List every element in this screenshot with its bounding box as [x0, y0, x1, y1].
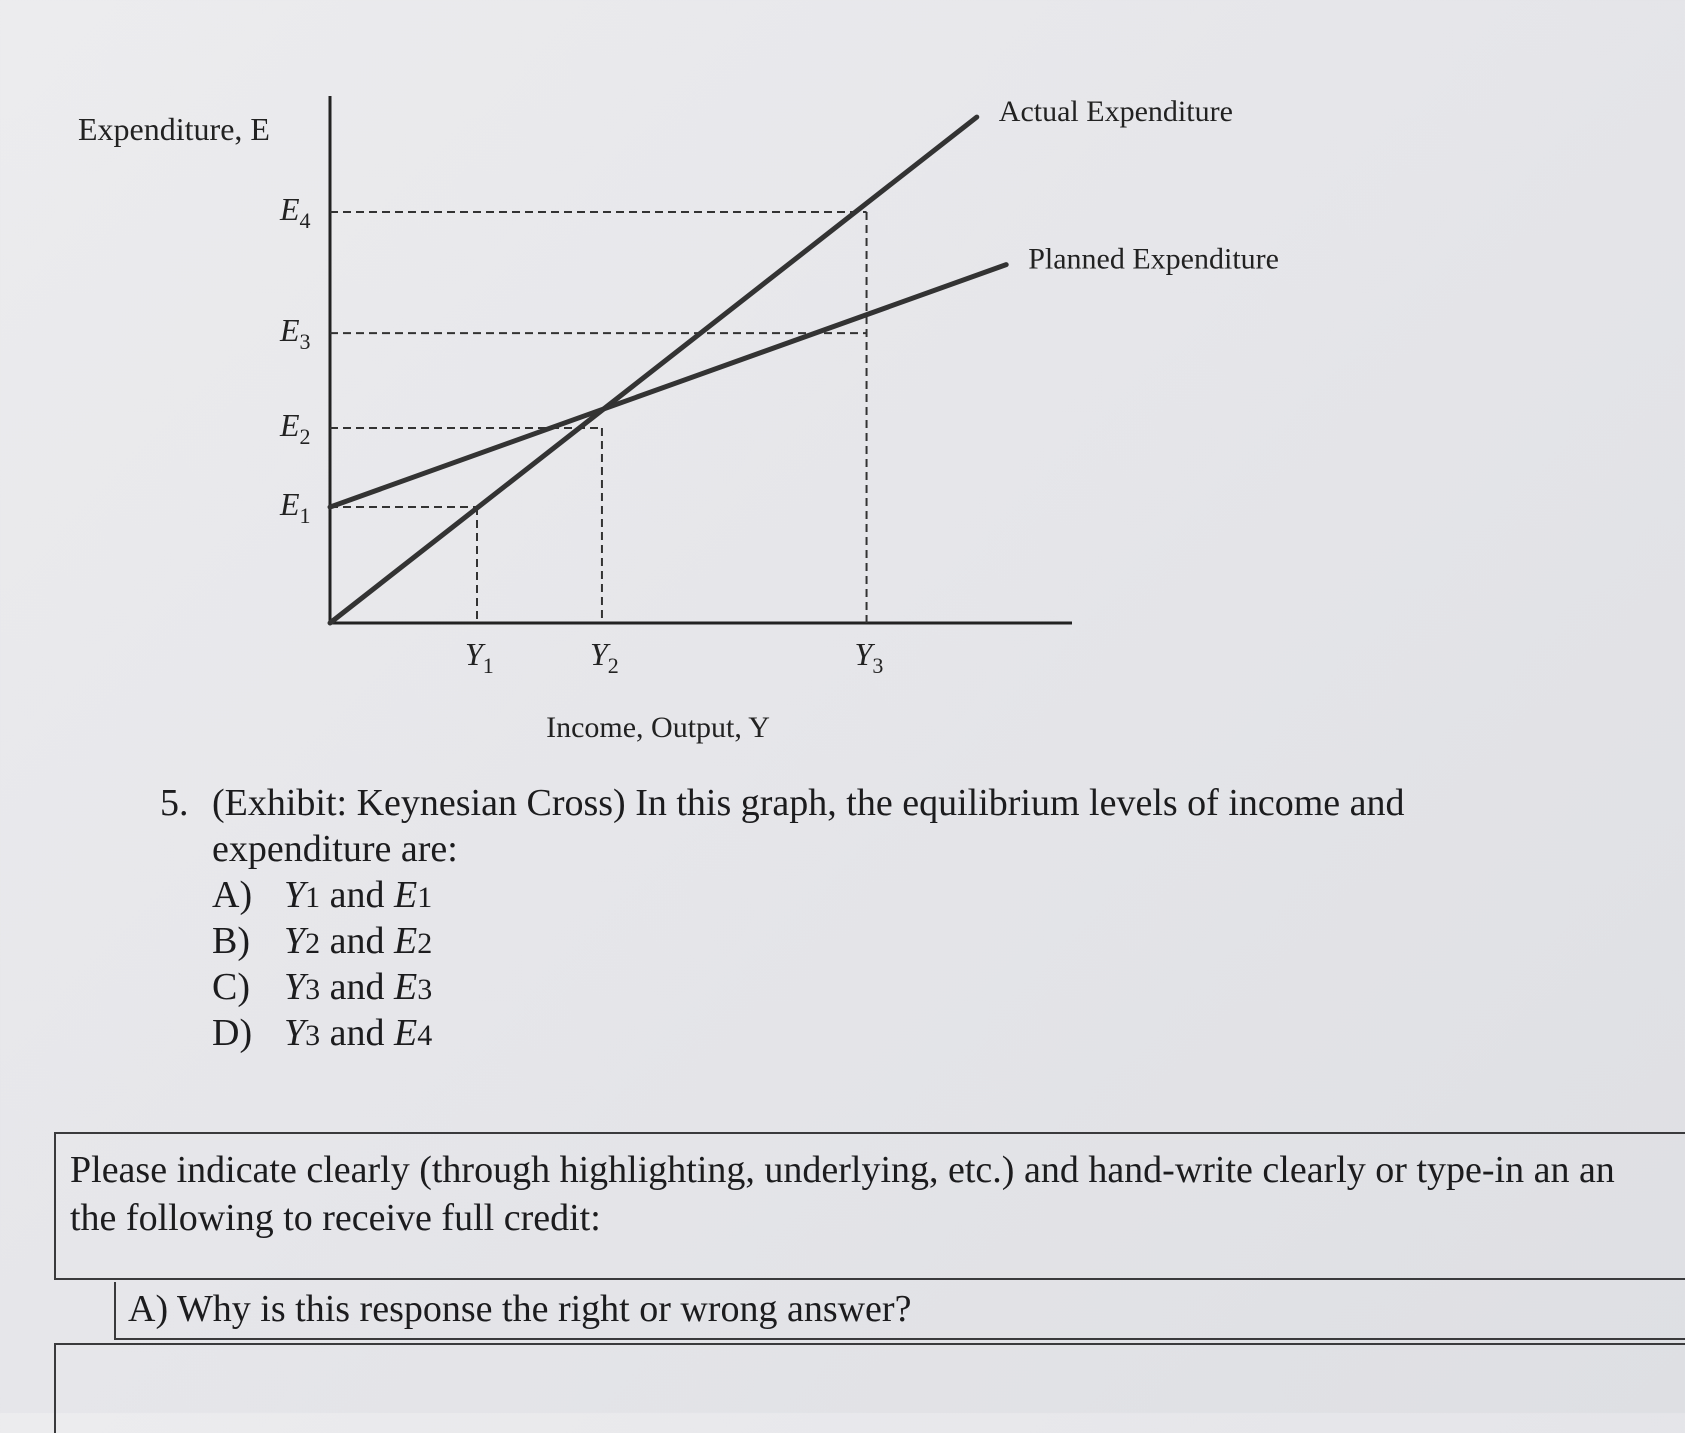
option-d[interactable] — [212, 1010, 1490, 1056]
x-tick-y3: $Y_3$ — [854, 636, 884, 678]
answer-options — [212, 872, 1490, 1056]
series-line-planned — [330, 265, 1006, 507]
question-text: (Exhibit: Keynesian Cross) In this graph, the equilibrium levels of income and expenditure are: — [212, 782, 1405, 870]
part-a-text: Why is this response the right or wrong answer? — [176, 1288, 912, 1330]
y-tick-e2: $E_2$ — [280, 407, 311, 450]
y-tick-e1: $E_1$ — [280, 486, 311, 529]
option-letter: B) — [212, 920, 250, 962]
x-axis-label: Income, Output, Y — [546, 711, 770, 744]
instructions-line-2: the following to receive full credit: — [70, 1197, 601, 1239]
option-letter: D) — [212, 1012, 253, 1054]
x-tick-y1: $Y_1$ — [465, 636, 494, 678]
series-line-actual — [330, 117, 977, 623]
option-text: Y3 and E3 — [284, 966, 433, 1008]
option-c[interactable] — [212, 964, 1490, 1010]
question-number: 5. — [160, 782, 189, 824]
question — [160, 780, 1490, 1056]
option-text: Y1 and E1 — [284, 874, 433, 916]
option-letter: A) — [212, 874, 253, 916]
option-text: Y2 and E2 — [284, 920, 433, 962]
option-b[interactable] — [212, 918, 1490, 964]
option-letter: C) — [212, 966, 250, 1008]
answer-field[interactable] — [54, 1343, 1685, 1433]
part-a-prompt — [114, 1282, 1685, 1340]
series-lines — [330, 95, 1279, 623]
y-axis-label: Expenditure, E — [78, 111, 270, 147]
option-a[interactable] — [212, 872, 1490, 918]
part-a-label: A) — [128, 1288, 169, 1330]
y-tick-e4: $E_4$ — [280, 190, 311, 233]
x-tick-y2: $Y_2$ — [589, 636, 619, 678]
instructions-box — [54, 1132, 1685, 1280]
instructions-line-1: Please indicate clearly (through highlighting, underlying, etc.) and hand-write clearly or type-in an an — [70, 1149, 1615, 1191]
y-tick-e3: $E_3$ — [280, 312, 311, 355]
option-text: Y3 and E4 — [284, 1012, 433, 1054]
series-label-actual: Actual Expenditure — [998, 95, 1233, 129]
series-label-planned: Planned Expenditure — [1028, 242, 1279, 276]
